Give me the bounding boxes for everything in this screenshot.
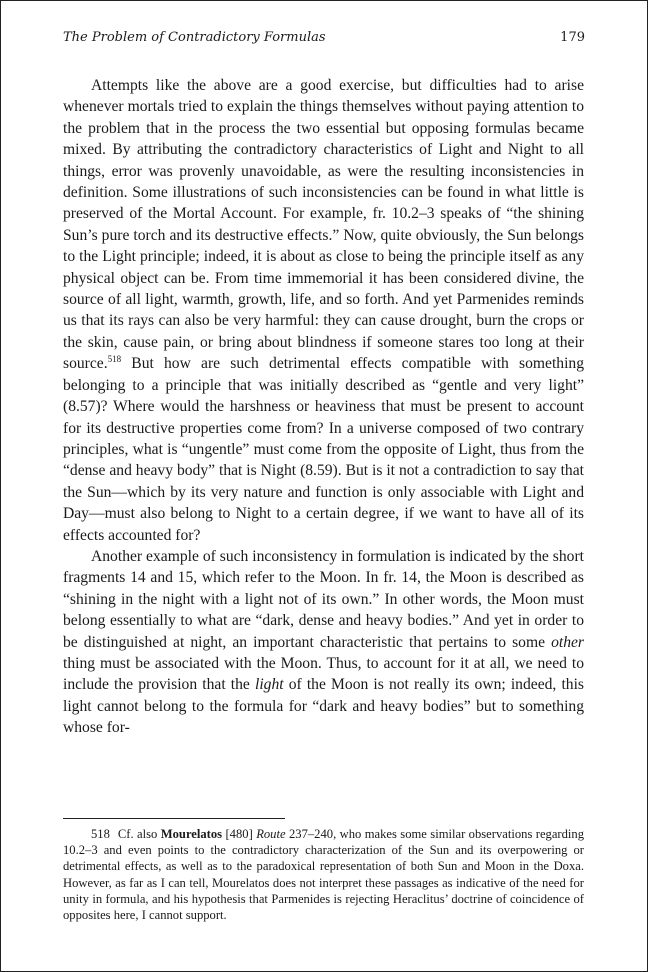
footnote-author: Mourelatos [160,827,223,841]
footnote-pre: Cf. also [117,827,161,841]
footnote [63,826,584,923]
emphasis-light: light [254,676,284,694]
footnote-ref: [480] [222,827,257,841]
paragraph-2-text-a: Another example of such inconsistency in formulation is indicated by the short fragments 14 and 15, which refer to the Moon. In fr. 14, the Moon is described as “shining in the night with a light not of its own.” In other words, the Moon must belong essentially to what are “dark, dense and heavy bodies.” And yet in order to be distinguished at night, an important characteristic that pertains to some [63,547,584,651]
paragraph-2 [63,546,584,739]
chapter-title: The Problem of Contradictory Formulas [63,30,326,45]
paragraph-2-text-c: of the Moon is not really its own; indeed, this light cannot belong to the formula for “dark and heavy bodies” but to something whose for- [63,676,584,737]
body-text [63,75,584,739]
running-head [63,30,585,45]
paragraph-1 [63,75,584,546]
footnote-reference[interactable]: 518 [107,354,122,365]
paragraph-1-text-b: But how are such detrimental effects compatible with something belonging to a principle that was initially described as “gentle and very light” (8.57)? Where would the harshness or heaviness that must be present to account for its destructive properties come from? In a universe composed of two contrary principles, what is “ungentle” must come from the opposite of Light, thus from the “dense and heavy body” that is Night (8.59). But is it not a contradiction to say that the Sun—which by its very nature and function is only associable with Light and Day—must also belong to Night to a certain degree, if we want to have all of its effects accounted for? [63,355,584,544]
footnote-divider [63,818,285,819]
footnote-work: Route [256,827,286,841]
page-number: 179 [560,30,585,45]
emphasis-other: other [551,633,584,651]
footnote-number: 518 [91,827,110,841]
footnote-text: 237–240, who makes some similar observations regarding 10.2–3 and even points to the contradictory characterization of the Sun and its overpowering or detrimental effects, as well as to the paradoxical representation of both Sun and Moon in the Doxa. However, as far as I can tell, Mourelatos does not interpret these passages as indicative of the need for unity in formula, and his hypothesis that Parmenides is rejecting Heraclitus’ doctrine of coincidence of opposites here, I cannot support. [63,827,585,923]
paragraph-2-text-b: thing must be associated with the Moon. Thus, to account for it at all, we need to include the provision that the [63,654,584,694]
paragraph-1-text-a: Attempts like the above are a good exercise, but difficulties had to arise whenever mortals tried to explain the things themselves without paying attention to the problem that in the process the two essential but opposing formulas became mixed. By attributing the contradictory characteristics of Light and Night to all things, error was provenly unavoidable, as were the resulting inconsistencies in definition. Some illustrations of such inconsistencies can be found in what little is preserved of the Mortal Account. For example, fr. 10.2–3 speaks of “the shining Sun’s pure torch and its destructive effects.” Now, quite obviously, the Sun belongs to the Light principle; indeed, it is about as close to being the principle itself as any physical object can be. From time immemorial it has been considered divine, the source of all light, warmth, growth, life, and so forth. And yet Parmenides reminds us that its rays can also be very harmful: they can cause drought, burn the crops or the skin, cause pain, or bring about blindness if someone stares too long at their source. [63,77,584,373]
